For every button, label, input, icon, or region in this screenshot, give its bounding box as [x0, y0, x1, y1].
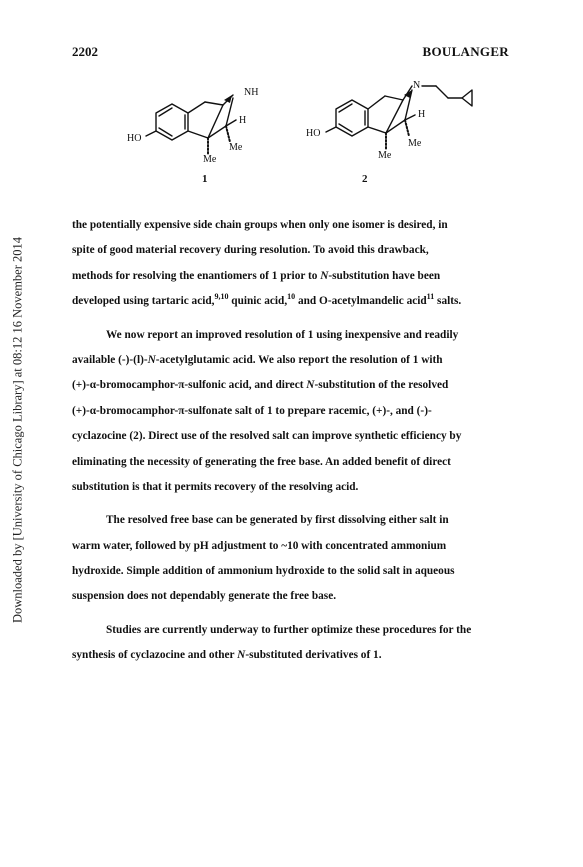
text-run: cyclazocine ( — [72, 430, 134, 443]
download-note: Downloaded by [University of Chicago Library] at 08:12 16 November 2014 — [10, 236, 25, 624]
text-run: methods for resolving the enantiomers of — [72, 269, 272, 282]
paragraph-4 — [72, 618, 512, 669]
chemical-structures-figure — [120, 78, 520, 193]
compound-1-h-label: H — [239, 115, 247, 126]
text-run: to prepare racemic, (+)-, and (-)- — [272, 404, 432, 417]
text-line — [72, 424, 512, 449]
paragraph-2 — [72, 323, 512, 501]
text-run: developed using tartaric acid, — [72, 295, 215, 308]
text-line — [72, 399, 512, 424]
page-number: 2202 — [72, 44, 98, 59]
text-run: available (-)-(l)- — [72, 353, 148, 366]
compound-ref: 1 — [271, 269, 278, 282]
body-text — [72, 213, 512, 669]
compound-1-nh-label: NH — [244, 87, 259, 98]
text-line: spite of good material recovery during resolution. To avoid this drawback, — [72, 244, 429, 257]
compound-ref: 1 — [266, 404, 273, 417]
compound-2-me-label-a: Me — [408, 138, 422, 149]
citation-superscript: 9,10 — [214, 292, 229, 302]
compound-2-h-label: H — [418, 109, 426, 120]
compound-ref: 1 — [307, 328, 314, 341]
text-line: suspension does not dependably generate the free base. — [72, 590, 337, 603]
compound-ref: 2 — [133, 430, 139, 443]
italic-n: N — [306, 379, 315, 392]
text-line — [72, 323, 512, 348]
compound-1-me-label-b: Me — [203, 154, 217, 165]
text-line: the potentially expensive side chain groups when only one isomer is desired, in — [72, 219, 448, 231]
text-run: -acetylglutamic acid. We also report the resolution of — [155, 353, 413, 366]
text-run: prior to — [277, 269, 321, 282]
compound-1-ho-label: HO — [127, 133, 142, 144]
compound-2-structure — [326, 86, 472, 150]
text-line: warm water, followed by pH adjustment to ~10 with concentrated ammonium — [72, 539, 447, 552]
text-run: using inexpensive and readily — [313, 328, 459, 341]
text-run: -substituted derivatives of — [245, 649, 374, 662]
text-run: (+)-α-bromocamphor-π-sulfonic acid, and direct — [72, 379, 307, 392]
text-line: substitution is that it permits recovery of the resolving acid. — [72, 480, 359, 493]
text-run: and O-acetylmandelic acid — [295, 295, 427, 308]
text-run: quinic acid, — [228, 295, 288, 308]
text-run: . — [378, 649, 382, 662]
text-line — [72, 348, 512, 373]
text-line — [72, 289, 512, 314]
text-run: (+)-α-bromocamphor-π-sulfonate salt of — [72, 404, 267, 417]
compound-2-number: 2 — [362, 173, 368, 185]
text-line — [72, 373, 512, 398]
running-head: BOULANGER — [422, 44, 509, 59]
paragraph-1 — [72, 213, 512, 315]
text-run: We now report an improved resolution of — [106, 328, 308, 341]
text-line: Studies are currently underway to further optimize these procedures for the — [106, 623, 472, 636]
text-run: -substitution of the resolved — [314, 379, 449, 392]
text-line: The resolved free base can be generated by first dissolving either salt in — [106, 514, 449, 527]
text-run: synthesis of cyclazocine and other — [72, 649, 238, 662]
compound-2-me-label-b: Me — [378, 150, 392, 161]
compound-2-n-label: N — [413, 80, 421, 91]
paragraph-3 — [72, 508, 512, 610]
italic-n: N — [237, 649, 246, 662]
compound-1-me-label-a: Me — [229, 142, 243, 153]
italic-n: N — [320, 269, 329, 282]
compound-2-ho-label: HO — [306, 128, 321, 139]
text-run: salts. — [434, 295, 462, 308]
text-line — [72, 643, 512, 668]
compound-1-structure — [146, 95, 236, 154]
citation-superscript: 10 — [287, 292, 296, 302]
text-run: -substitution have been — [328, 269, 441, 282]
italic-n: N — [147, 353, 156, 366]
compound-ref: 1 — [373, 649, 379, 662]
text-run: ). Direct use of the resolved salt can improve synthetic efficiency by — [138, 430, 462, 443]
compound-1-number: 1 — [202, 173, 208, 185]
text-line — [72, 264, 512, 289]
text-line: hydroxide. Simple addition of ammonium hydroxide to the solid salt in aqueous — [72, 565, 455, 578]
compound-ref: 1 — [412, 353, 419, 366]
text-run: with — [418, 353, 443, 366]
citation-superscript: 11 — [426, 292, 435, 302]
text-line: eliminating the necessity of generating the free base. An added benefit of direct — [72, 455, 451, 468]
